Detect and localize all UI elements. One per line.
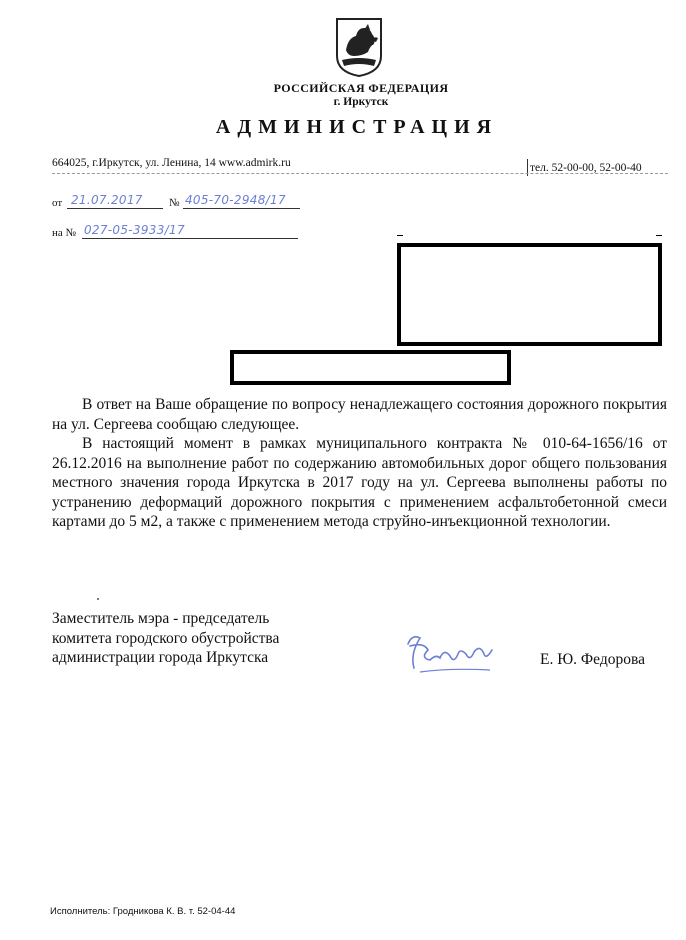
phone-line: тел. 52-00-00, 52-00-40 xyxy=(530,162,642,174)
city-heading: г. Иркутск xyxy=(333,96,389,108)
position-line-3: администрации города Иркутска xyxy=(52,649,269,666)
redacted-addressee-name xyxy=(230,350,511,385)
redacted-addressee-block xyxy=(397,243,662,346)
reference-handwritten: 027-05-3933/17 xyxy=(84,223,185,237)
administration-title: АДМИНИСТРАЦИЯ xyxy=(215,116,499,138)
executor-note: Исполнитель: Гродникова К. В. т. 52-04-44 xyxy=(50,906,236,917)
position-line-1: Заместитель мэра - председатель xyxy=(52,610,270,627)
letter-body xyxy=(52,395,667,532)
number-handwritten: 405-70-2948/17 xyxy=(185,193,286,207)
number-label: № xyxy=(169,197,180,209)
coat-of-arms-icon xyxy=(334,16,384,78)
date-field xyxy=(67,193,163,209)
scan-speck xyxy=(97,598,99,600)
body-paragraph-2: В настоящий момент в рамках муниципального контракта № 010-64-1656/16 от 26.12.2016 на выполнение работ по содержанию автомобильных дорог общего пользования местного значения города Иркутска в 2017 году на ул. Сергеева выполнены работы по устранению деформаций дорожного покрытия с применением асфальтобетонной смеси картами до 5 м2, а также с применением метода струйно-инъекционной технологии. xyxy=(52,435,667,530)
signatory-name: Е. Ю. Федорова xyxy=(540,651,645,668)
date-handwritten: 21.07.2017 xyxy=(71,193,143,207)
country-heading: РОССИЙСКАЯ ФЕДЕРАЦИЯ xyxy=(273,81,449,95)
handwritten-signature xyxy=(400,624,500,684)
signatory-position xyxy=(52,609,279,668)
date-label: от xyxy=(52,197,63,209)
header-divider xyxy=(52,173,668,174)
address-line: 664025, г.Иркутск, ул. Ленина, 14 www.admirk.ru xyxy=(52,157,291,169)
number-field xyxy=(183,193,300,209)
reference-field xyxy=(82,223,298,239)
addressee-corner-mark xyxy=(656,235,662,236)
position-line-2: комитета городского обустройства xyxy=(52,629,280,647)
reference-label: на № xyxy=(52,227,77,239)
body-paragraph-1: В ответ на Ваше обращение по вопросу ненадлежащего состояния дорожного покрытия на ул. Сергеева сообщаю следующее. xyxy=(52,396,667,433)
addressee-corner-mark xyxy=(397,235,403,236)
